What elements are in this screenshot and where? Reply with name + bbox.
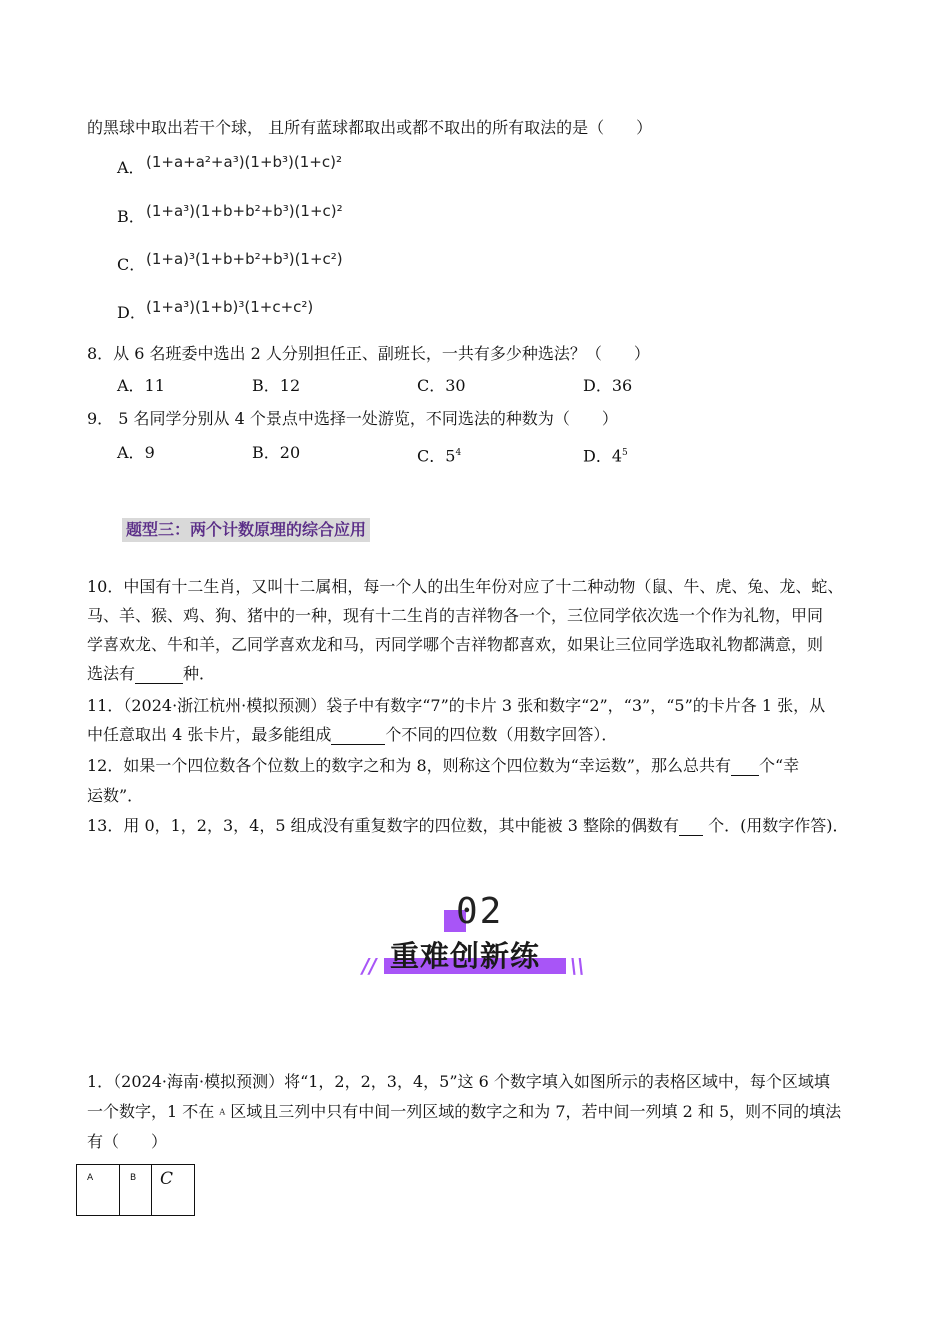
q7-option-a-formula: (1+a+a²+a³)(1+b³)(1+c)² [146, 153, 342, 171]
answer-blank [679, 819, 703, 836]
q7-option-a-label: A． [117, 158, 145, 177]
q9-option-a: A．9 [117, 443, 155, 462]
q10-line-1: 10．中国有十二生肖，又叫十二属相，每一个人的出生年份对应了十二种动物（鼠、牛、虎、兔、龙、蛇、 [87, 577, 844, 596]
q8-stem: 8．从 6 名班委中选出 2 人分别担任正、副班长，一共有多少种选法？（ ） [87, 344, 650, 363]
banner-title: 重难创新练 [390, 939, 541, 973]
q11-line-2: 中任意取出 4 张卡片，最多能组成 个不同的四位数（用数字回答）． [87, 725, 618, 744]
q8-option-c: C．30 [417, 376, 466, 395]
q7-option-d-formula: (1+a³)(1+b)³(1+c+c²) [146, 298, 314, 316]
answer-blank [731, 759, 759, 776]
q9-stem: 9． 5 名同学分别从 4 个景点中选择一处游览，不同选法的种数为（ ） [87, 409, 618, 428]
q13-line: 13．用 0，1，2，3，4，5 组成没有重复数字的四位数，其中能被 3 整除的偶数有 个．(用数字作答)． [87, 816, 849, 835]
section-heading: 题型三：两个计数原理的综合应用 [122, 518, 370, 542]
grid-cell-b: B [120, 1165, 152, 1216]
q11-line-1: 11．（2024·浙江杭州·模拟预测）袋子中有数字“7”的卡片 3 张和数字“2”，“3”，“5”的卡片各 1 张，从 [87, 696, 826, 715]
q12-line-2: 运数”． [87, 786, 144, 805]
p1-line-2: 一个数字，1 不在 A 区域且三列中只有中间一列区域的数字之和为 7，若中间一列填 2 和 5，则不同的填法 [87, 1102, 842, 1121]
grid-cell-c: C [152, 1165, 195, 1216]
q7-option-c-formula: (1+a)³(1+b+b²+b³)(1+c²) [146, 250, 343, 268]
q7-option-b-label: B． [117, 207, 145, 226]
q9-option-b: B．20 [252, 443, 301, 462]
p1-line-1: 1．（2024·海南·模拟预测）将“1，2，2，3，4，5”这 6 个数字填入如图所示的表格区域中，每个区域填 [87, 1072, 830, 1091]
q7-option-d-label: D． [117, 303, 146, 322]
q9-option-c: C．$5^4$ [417, 446, 462, 466]
q10-line-3: 学喜欢龙、牛和羊，乙同学喜欢龙和马，丙同学哪个吉祥物都喜欢，如果让三位同学选取礼物都满意，则 [87, 635, 824, 654]
banner-number: 02 [456, 891, 504, 932]
q7-option-c-label: C． [117, 255, 146, 274]
q10-line-2: 马、羊、猴、鸡、狗、猪中的一种，现有十二生肖的吉祥物各一个，三位同学依次选一个作为礼物，甲同 [87, 606, 824, 625]
q7-stem-tail: 的黑球中取出若干个球， 且所有蓝球都取出或都不取出的所有取法的是（ ） [87, 118, 653, 137]
answer-blank [135, 667, 183, 684]
banner-slash-right-icon: \\ [570, 954, 585, 978]
q12-line-1: 12．如果一个四位数各个位数上的数字之和为 8，则称这个四位数为“幸运数”，那么总共有 个“幸 [87, 756, 800, 775]
q7-option-b-formula: (1+a³)(1+b+b²+b³)(1+c)² [146, 202, 343, 220]
region-grid [76, 1164, 195, 1216]
p1-line-3: 有（ ） [87, 1132, 168, 1151]
grid-cell-a: A [77, 1165, 120, 1216]
q9-option-d: D．$4^5$ [583, 446, 628, 466]
q8-option-a: A．11 [117, 376, 165, 395]
answer-blank [331, 728, 385, 745]
banner-slash-left-icon: // [362, 954, 377, 978]
q8-option-b: B．12 [252, 376, 301, 395]
q10-line-4: 选法有 种． [87, 664, 216, 683]
q8-option-d: D．36 [583, 376, 633, 395]
